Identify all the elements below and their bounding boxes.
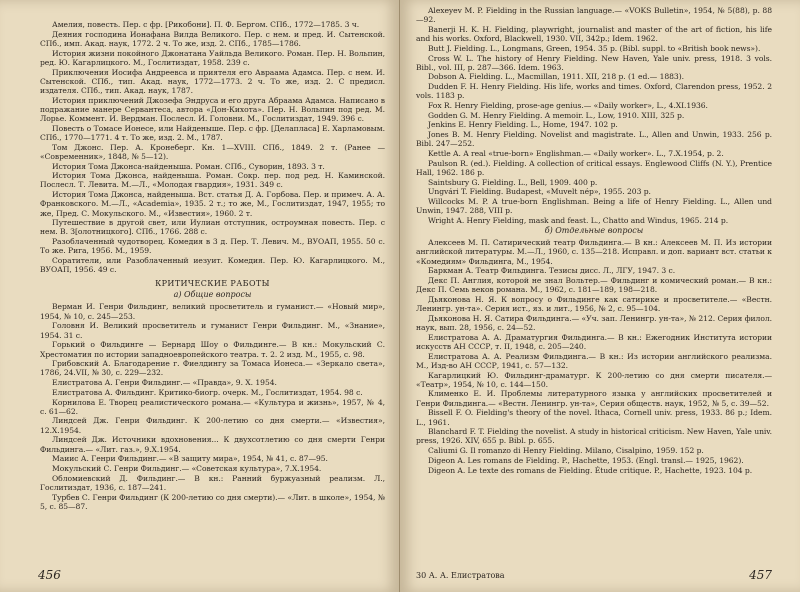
bibliography-entry: Грибовский А. Благодарение г. Фиелдингу за Томаса Ионеса.— «Зеркало света», 1786, 24.VII, № 30, с. 229—232. — [40, 359, 385, 378]
bibliography-entry: Butt J. Fielding. L., Longmans, Green, 1954. 35 p. (Bibl. suppl. to «British book news»). — [428, 43, 761, 53]
bibliography-entry: Blanchard F. T. Fielding the novelist. A study in historical criticism. New Haven, Yale univ. press, 1926. XIV, 655 p. Bibl. p. 655. — [416, 427, 772, 446]
bibliography-entry: Соратители, или Разоблаченный иезуит. Комедия. Пер. Ю. Кагарлицкого. М., ВУОАП, 1956. 49 с. — [40, 256, 385, 275]
bibliography-entry: Линдсей Дж. Генри Фильдинг. К 200-летию со дня смерти.— «Известия», 12.X.1954. — [40, 416, 385, 435]
bibliography-entry: Cross W. L. The history of Henry Fielding. New Haven, Yale univ. press, 1918. 3 vols. Bibl., vol. III, p. 287—366. Idem. 1963. — [416, 53, 772, 72]
bibliography-entry: Fox R. Henry Fielding, prose-age genius.— «Daily worker», L., 4.XI.1936. — [428, 101, 708, 111]
bibliography-entry: Wright A. Henry Fielding, mask and feast. L., Chatto and Windus, 1965. 214 p. — [428, 215, 729, 225]
bibliography-entry: Alexeyev M. P. Fielding in the Russian language.— «VOKS Bulletin», 1954, № 5(88), p. 88—92. — [416, 6, 772, 25]
right-entries-top — [416, 6, 772, 225]
right-entries-bottom — [416, 238, 772, 475]
page-number-left: 456 — [38, 568, 61, 582]
bibliography-entry: Амелия, повесть. Пер. с фр. [Рикобони]. П. Ф. Бергом. СПб., 1772—1785. 3 ч. — [52, 20, 360, 29]
bibliography-entry: История Тома Джонса-найденыша. Роман. СПб., Суворин, 1893. 3 т. — [52, 161, 325, 171]
bibliography-entry: Мокульский С. Генри Фильдинг.— «Советская культура», 7.X.1954. — [52, 463, 322, 473]
bibliography-entry: Godden G. M. Henry Fielding. A memoir. L., Low, 1910. XIII, 325 p. — [428, 110, 685, 120]
signature-mark: 30 А. А. Елистратова — [416, 571, 505, 580]
bibliography-entry: История Тома Джонса, найденыша. Роман. Сокр. пер. под ред. Н. Каминской. Послесл. Т. Левита. М.—Л., «Молодая гвардия», 1931. 349 с. — [40, 171, 385, 190]
bibliography-entry: Головня И. Великий просветитель и гуманист Генри Фильдинг. М., «Знание», 1954. 31 с. — [40, 321, 385, 340]
bibliography-entry: Маиис А. Генри Фильдинг.— «В защиту мира», 1954, № 41, с. 87—95. — [52, 454, 328, 464]
bibliography-entry: Dudden F. H. Henry Fielding. His life, works and times. Oxford, Clarendon press, 1952. 2 vols. 1183 p. — [416, 82, 772, 101]
bibliography-entry: Дьяконова Н. Я. К вопросу о Фильдинге как сатирике и просветителе.— «Вестн. Ленингр. ун-та». Серия ист., яз. и лит., 1956, № 2, с. 95—104. — [416, 294, 772, 314]
bibliography-entry: Кагарлицкий Ю. Фильдинг-драматург. К 200-летию со дня смерти писателя.— «Театр», 1954, № 10, с. 144—150. — [416, 370, 772, 389]
bibliography-entry: Jones B. M. Henry Fielding. Novelist and magistrate. L., Allen and Unwin, 1933. 256 p. Bibl. 247—252. — [416, 130, 772, 149]
specific-questions-subheading: б) Отдельные вопросы — [544, 226, 644, 236]
bibliography-entry: Caliumi G. Il romanzo di Henry Fielding. Milano, Cisalpino, 1959. 152 p. — [428, 446, 704, 456]
bibliography-entry: Bissell F. O. Fielding's theory of the novel. Ithaca, Cornell univ. press, 1933. 86 p.; Idem. L., 1961. — [416, 408, 772, 427]
bibliography-entry: Том Джонс. Пер. А. Кронеберг. Кн. 1—XVIII. СПб., 1849. 2 т. (Ранее — «Современник», 1848, № 5—12). — [40, 142, 385, 161]
critical-works-heading: КРИТИЧЕСКИЕ РАБОТЫ — [155, 279, 270, 289]
bibliography-entry: История жизни покойного Джонатана Уайльда Великого. Роман. Пер. Н. Вольпин, ред. Ю. Кагарлицкого. М., Гослитиздат, 1958. 239 с. — [40, 48, 385, 67]
bibliography-entry: Digeon A. Les romans de Fielding. P., Hachette, 1953. (Engl. transl.— 1925, 1962). — [428, 455, 744, 465]
bibliography-entry: Willcocks M. P. A true-born Englishman. Being a life of Henry Fielding. L., Allen und Unwin, 1947. 288, VIII p. — [416, 197, 772, 216]
bibliography-entry: Елистратова А. А. Драматургия Фильдинга.— В кн.: Ежегодник Института истории искусств АН СССР, т. II, 1948, с. 205—240. — [416, 332, 772, 351]
left-entries-top — [40, 20, 385, 274]
bibliography-entry: Paulson R. (ed.). Fielding. A collection of critical essays. Englewood Cliffs (N. Y.), Prentice Hall, 1962. 186 p. — [416, 158, 772, 177]
bibliography-entry: История приключений Джозефа Эндруса и его друга Абраама Адамса. Написано в подражание манере Сервантеса, автора «Дон-Кихота». Пер. Н. Вольпин под ред. М. Лорье. Коммент. И. Вердман. Послесл. И. Головни. М., Гослитиздат, 1949. 396 с. — [40, 95, 385, 124]
bibliography-entry: Saintsbury G. Fielding. L., Bell, 1909. 400 p. — [428, 177, 598, 187]
bibliography-entry: Banerji H. K. H. Fielding, playwright, journalist and master of the art of fiction, his life and his works. Oxford, Blackwell, 1930. VII, 342p.; Idem. 1962. — [416, 24, 772, 44]
bibliography-entry: Алексеев М. П. Сатирический театр Фильдинга.— В кн.: Алексеев М. П. Из истории английской литературы. М.—Л., 1960, с. 135—218. Исправл. и доп. вариант вст. статьи к «Комедиям» Фильдинга, М., 1954. — [416, 238, 772, 266]
right-page — [400, 0, 800, 592]
bibliography-entry: Jenkins E. Henry Fielding. L., Home, 1947. 102 p. — [428, 120, 618, 130]
bibliography-entry: Деяния господина Ионафана Вилда Великого. Пер. с нем. и пред. И. Сытенской. СПб., имп. Акад. наук, 1772. 2 ч. То же, изд. 2. СПб., 1785—1786. — [40, 29, 385, 48]
bibliography-entry: Обломиевский Д. Фильдинг.— В кн.: Ранний буржуазный реализм. Л., Гослитиздат, 1936, с. 187—241. — [40, 473, 385, 492]
bibliography-entry: Digeon A. Le texte des romans de Fielding. Étude critique. P., Hachette, 1923. 104 p. — [428, 465, 753, 475]
bibliography-entry: Разоблаченный чудотворец. Комедия в 3 д. Пер. Т. Левич. М., ВУОАП, 1955. 50 с. То же. Рига, 1956. М., 1959. — [40, 237, 385, 256]
bibliography-entry: Путешествие в другой свет, или Иулиан отступник, остроумная повесть. Пер. с нем. В. З[олотницкого]. СПб., 1766. 288 с. — [40, 218, 385, 237]
general-questions-subheading: а) Общие вопросы — [173, 290, 252, 300]
bibliography-entry: История Тома Джонса, найденыша. Вст. статья Д. А. Горбова. Пер. и примеч. А. А. Франковского. М.—Л., «Academia», 1935. 2 т.; то же, М., Гослитиздат, 1947, 1955; то же, Пред. С. Мокульского. М., «Известия», 1960. 2 т. — [40, 190, 385, 218]
bibliography-entry: Корнилова Е. Творец реалистического романа.— «Культура и жизнь», 1957, № 4, с. 61—62. — [40, 397, 385, 416]
bibliography-entry: Турбев С. Генри Фильдинг (К 200-летию со дня смерти).— «Лит. в школе», 1954, № 5, с. 85—87. — [40, 492, 385, 511]
bibliography-entry: Верман И. Генри Фильдинг, великий просветитель и гуманист.— «Новый мир», 1954, № 10, с. 245—253. — [40, 302, 385, 321]
bibliography-entry: Горький о Фильдинге — Бернард Шоу о Фильдинге.— В кн.: Мокульский С. Хрестоматия по истории западноевропейского театра. т. 2. 2 изд. М., 1955, с. 98. — [40, 340, 385, 359]
bibliography-entry: Линдсей Дж. Источники вдохновения... К двухсотлетию со дня смерти Генри Фильдинга.— «Лит. газ.», 9.X.1954. — [40, 435, 385, 454]
bibliography-entry: Елистратова А. Генри Фильдинг.— «Правда», 9. X. 1954. — [52, 378, 277, 388]
bibliography-entry: Елистратова А. А. Реализм Фильдинга.— В кн.: Из истории английского реализма. М., Изд-во АН СССР, 1941, с. 57—132. — [416, 351, 772, 370]
bibliography-entry: Dobson A. Fielding. L., Macmillan, 1911. XII, 218 p. (1 ed.— 1883). — [428, 72, 684, 82]
bibliography-entry: Баркман А. Театр Фильдинга. Тезисы дисс. Л., ЛГУ, 1947. 3 с. — [428, 266, 676, 276]
bibliography-entry: Клименко Е. И. Проблемы литературного языка у английских просветителей и Генри Фильдинга.— «Вестн. Ленингр. ун-та», Серия обществ. наук, 1952, № 5, с. 39—52. — [416, 389, 772, 408]
bibliography-entry: Елистратова А. Фильдинг. Критико-биогр. очерк. М., Гослитиздат, 1954. 98 с. — [52, 387, 363, 397]
bibliography-entry: Декс П. Англия, которой не знал Вольтер.— Фильдинг и комический роман.— В кн.: Декс П. Семь веков романа. М., 1962, с. 181—189, 198—218. — [416, 275, 772, 295]
bibliography-entry: Дьяконова Н. Я. Сатира Фильдинга.— «Уч. зап. Ленингр. ун-та», № 212. Серия филол. наук, вып. 28, 1956, с. 24—52. — [416, 313, 772, 332]
bibliography-entry: Повесть о Томасе Ионесе, или Найденыше. Пер. с фр. [Делапласа] Е. Харламовым. СПб., 1770—1771. 4 т. То же, изд. 2. М., 1787. — [40, 123, 385, 142]
left-entries-bottom — [40, 302, 385, 510]
bibliography-entry: Ungvári T. Fielding. Budapest, «Muvelt nép», 1955. 203 p. — [428, 187, 651, 197]
page-number-right: 457 — [749, 568, 772, 582]
bibliography-entry: Kettle A. A real «true-born» Englishman.— «Daily worker». L., 7.X.1954, p. 2. — [428, 149, 724, 159]
bibliography-entry: Приключения Иосифа Андреевса и приятеля его Авраама Адамса. Пер. с нем. И. Сытенской. СПб., тип. Акад. наук, 1772—1773. 2 ч. То же, изд. 2. С предисл. издателя. СПб., тип. Акад. наук, 1787. — [40, 67, 385, 95]
